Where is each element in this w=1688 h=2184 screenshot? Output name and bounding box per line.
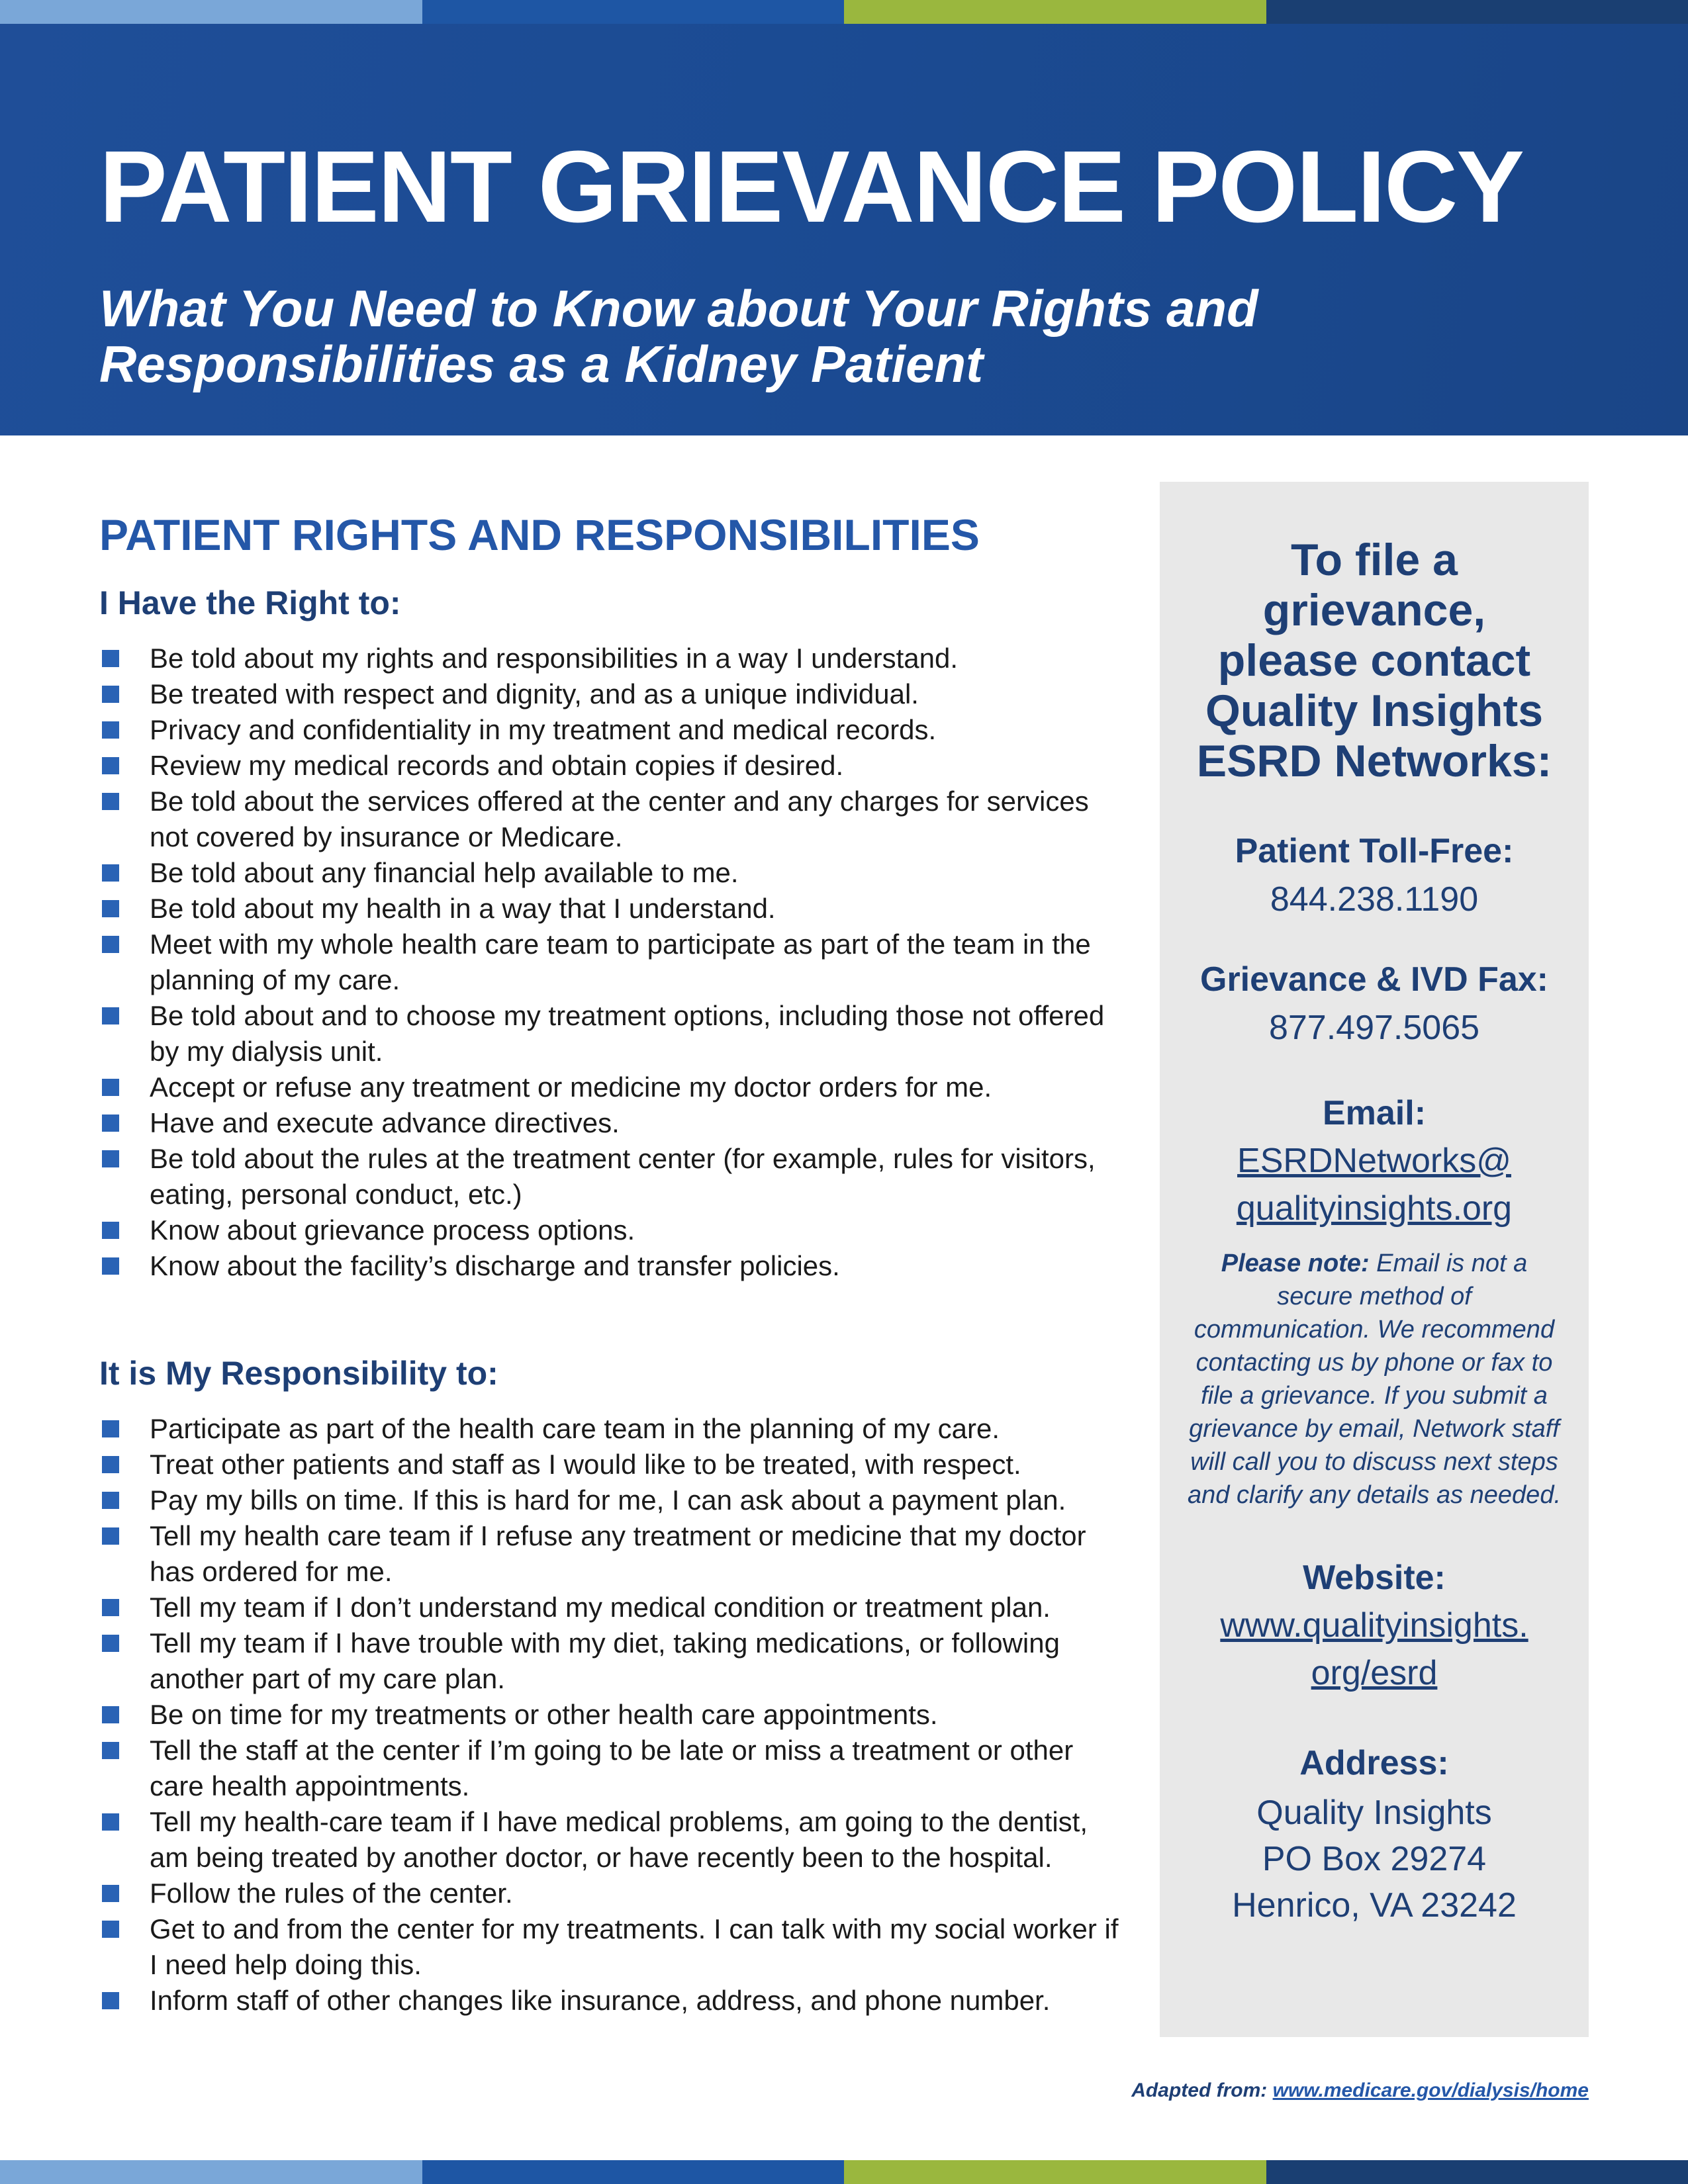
square-bullet-icon xyxy=(102,1257,119,1275)
list-item-text: Be told about any financial help available to me. xyxy=(150,857,739,888)
square-bullet-icon xyxy=(102,793,119,810)
address-line: PO Box 29274 xyxy=(1262,1840,1487,1878)
list-item xyxy=(99,1804,1119,1876)
square-bullet-icon xyxy=(102,1992,119,2009)
square-bullet-icon xyxy=(102,757,119,774)
toll-free-number[interactable]: 844.238.1190 xyxy=(1270,880,1479,919)
list-item-text: Tell my team if I don’t understand my medical condition or treatment plan. xyxy=(150,1592,1051,1623)
address-block xyxy=(1160,1790,1589,1929)
square-bullet-icon xyxy=(102,1115,119,1132)
list-item-text: Have and execute advance directives. xyxy=(150,1107,620,1138)
list-item xyxy=(99,1069,1119,1105)
list-item-text: Be told about and to choose my treatment options, including those not offered by my dialysis unit. xyxy=(150,1000,1105,1067)
email-security-note xyxy=(1186,1247,1562,1512)
page-subtitle xyxy=(99,281,1423,392)
list-item xyxy=(99,1876,1119,1911)
responsibilities-list xyxy=(99,1411,1119,2019)
list-item xyxy=(99,1733,1119,1804)
stripe-segment-green xyxy=(844,2160,1266,2184)
list-item-text: Know about grievance process options. xyxy=(150,1214,635,1246)
square-bullet-icon xyxy=(102,1921,119,1938)
list-item xyxy=(99,891,1119,927)
list-item xyxy=(99,1697,1119,1733)
square-bullet-icon xyxy=(102,864,119,882)
list-item-text: Inform staff of other changes like insurance, address, and phone number. xyxy=(150,1985,1051,2016)
list-item xyxy=(99,998,1119,1069)
list-item-text: Treat other patients and staff as I would like to be treated, with respect. xyxy=(150,1449,1021,1480)
note-bold-label: Please note: xyxy=(1221,1250,1370,1277)
list-item-text: Participate as part of the health care team in the planning of my care. xyxy=(150,1413,1000,1444)
sidebar-heading-line: grievance, xyxy=(1262,585,1486,635)
list-item xyxy=(99,855,1119,891)
list-item xyxy=(99,1105,1119,1141)
email-link[interactable] xyxy=(1160,1137,1589,1232)
list-item-text: Be told about the services offered at the center and any charges for services not covered by insurance or Medicare. xyxy=(150,786,1089,852)
list-item xyxy=(99,641,1119,676)
address-label: Address: xyxy=(1299,1744,1449,1782)
list-item-text: Be treated with respect and dignity, and as a unique individual. xyxy=(150,678,919,709)
square-bullet-icon xyxy=(102,1635,119,1652)
sidebar-heading-line: please contact xyxy=(1217,635,1531,686)
sidebar-heading-line: To file a xyxy=(1291,535,1458,585)
note-text: Email is not a secure method of communication. We recommend contacting us by phone or fax to file a grievance. If you submit a grievance by email, Network staff will call you to discuss next steps and clarify any details as needed. xyxy=(1187,1250,1562,1509)
rights-column xyxy=(99,510,1119,2019)
adapted-from-credit xyxy=(1131,2079,1589,2102)
website-line-2[interactable]: org/esrd xyxy=(1311,1654,1438,1692)
sidebar-heading-line: ESRD Networks: xyxy=(1196,736,1552,786)
list-item-text: Follow the rules of the center. xyxy=(150,1878,513,1909)
list-item-text: Meet with my whole health care team to participate as part of the team in the planning of my care. xyxy=(150,929,1091,995)
list-item-text: Know about the facility’s discharge and transfer policies. xyxy=(150,1250,840,1281)
email-line-1[interactable]: ESRDNetworks@ xyxy=(1237,1142,1511,1180)
list-item xyxy=(99,1482,1119,1518)
list-item-text: Be told about my health in a way that I understand. xyxy=(150,893,776,924)
rights-list xyxy=(99,641,1119,1284)
square-bullet-icon xyxy=(102,1222,119,1239)
square-bullet-icon xyxy=(102,936,119,953)
sidebar-heading xyxy=(1160,535,1589,786)
square-bullet-icon xyxy=(102,1492,119,1509)
list-item xyxy=(99,1911,1119,1983)
square-bullet-icon xyxy=(102,1706,119,1723)
square-bullet-icon xyxy=(102,650,119,667)
square-bullet-icon xyxy=(102,1813,119,1831)
fax-number: 877.497.5065 xyxy=(1268,1009,1480,1047)
square-bullet-icon xyxy=(102,1150,119,1167)
stripe-segment-navy xyxy=(1266,0,1688,24)
email-line-2[interactable]: qualityinsights.org xyxy=(1236,1189,1513,1228)
square-bullet-icon xyxy=(102,1599,119,1616)
list-item xyxy=(99,1411,1119,1447)
list-item xyxy=(99,1625,1119,1697)
list-item xyxy=(99,1983,1119,2019)
list-item-text: Tell my team if I have trouble with my diet, taking medications, or following another part of my care plan. xyxy=(150,1627,1060,1694)
contact-sidebar xyxy=(1160,482,1589,2037)
list-item-text: Privacy and confidentiality in my treatment and medical records. xyxy=(150,714,937,745)
list-item xyxy=(99,927,1119,998)
email-label: Email: xyxy=(1322,1094,1427,1132)
list-item xyxy=(99,1212,1119,1248)
square-bullet-icon xyxy=(102,686,119,703)
address-line: Quality Insights xyxy=(1256,1794,1492,1832)
list-item xyxy=(99,1141,1119,1212)
list-item-text: Get to and from the center for my treatments. I can talk with my social worker if I need help doing this. xyxy=(150,1913,1119,1980)
list-item-text: Pay my bills on time. If this is hard for me, I can ask about a payment plan. xyxy=(150,1484,1066,1516)
adapted-from-link[interactable]: www.medicare.gov/dialysis/home xyxy=(1272,2079,1589,2101)
fax-label: Grievance & IVD Fax: xyxy=(1200,960,1548,999)
square-bullet-icon xyxy=(102,721,119,739)
section-title: PATIENT RIGHTS AND RESPONSIBILITIES xyxy=(99,510,980,559)
rights-heading: I Have the Right to: xyxy=(99,584,401,621)
bottom-color-stripe xyxy=(0,2160,1688,2184)
list-item-text: Be on time for my treatments or other health care appointments. xyxy=(150,1699,938,1730)
list-item xyxy=(99,1447,1119,1482)
subtitle-line-2: Responsibilities as a Kidney Patient xyxy=(99,335,984,393)
adapted-label: Adapted from: xyxy=(1131,2079,1273,2101)
website-link[interactable] xyxy=(1160,1602,1589,1697)
stripe-segment-light-blue xyxy=(0,0,422,24)
list-item xyxy=(99,712,1119,748)
sidebar-heading-line: Quality Insights xyxy=(1205,686,1544,736)
list-item xyxy=(99,1518,1119,1590)
top-color-stripe xyxy=(0,0,1688,24)
address-line: Henrico, VA 23242 xyxy=(1232,1886,1517,1925)
square-bullet-icon xyxy=(102,1742,119,1759)
toll-free-label: Patient Toll-Free: xyxy=(1235,832,1514,870)
list-item xyxy=(99,1590,1119,1625)
subtitle-line-1: What You Need to Know about Your Rights and xyxy=(99,279,1258,338)
responsibilities-heading: It is My Responsibility to: xyxy=(99,1355,498,1392)
list-item xyxy=(99,1248,1119,1284)
list-item-text: Tell the staff at the center if I’m going to be late or miss a treatment or other care health appointments. xyxy=(150,1735,1074,1801)
square-bullet-icon xyxy=(102,1420,119,1437)
list-item-text: Accept or refuse any treatment or medicine my doctor orders for me. xyxy=(150,1071,992,1103)
list-item xyxy=(99,748,1119,784)
list-item xyxy=(99,784,1119,855)
page-title: PATIENT GRIEVANCE POLICY xyxy=(99,130,1523,244)
square-bullet-icon xyxy=(102,1079,119,1096)
website-line-1[interactable]: www.qualityinsights. xyxy=(1220,1606,1528,1645)
list-item-text: Tell my health care team if I refuse any treatment or medicine that my doctor has ordered for me. xyxy=(150,1520,1086,1587)
website-label: Website: xyxy=(1303,1559,1446,1597)
list-item-text: Tell my health-care team if I have medical problems, am going to the dentist, am being treated by another doctor, or have recently been to the hospital. xyxy=(150,1806,1088,1873)
stripe-segment-navy xyxy=(1266,2160,1688,2184)
square-bullet-icon xyxy=(102,900,119,917)
square-bullet-icon xyxy=(102,1527,119,1545)
list-item-text: Review my medical records and obtain copies if desired. xyxy=(150,750,844,781)
header-banner xyxy=(0,24,1688,435)
stripe-segment-light-blue xyxy=(0,2160,422,2184)
stripe-segment-blue xyxy=(422,0,845,24)
square-bullet-icon xyxy=(102,1007,119,1024)
stripe-segment-green xyxy=(844,0,1266,24)
list-item-text: Be told about the rules at the treatment center (for example, rules for visitors, eating, personal conduct, etc.) xyxy=(150,1143,1096,1210)
stripe-segment-blue xyxy=(422,2160,845,2184)
square-bullet-icon xyxy=(102,1456,119,1473)
square-bullet-icon xyxy=(102,1885,119,1902)
list-item xyxy=(99,676,1119,712)
list-item-text: Be told about my rights and responsibilities in a way I understand. xyxy=(150,643,959,674)
